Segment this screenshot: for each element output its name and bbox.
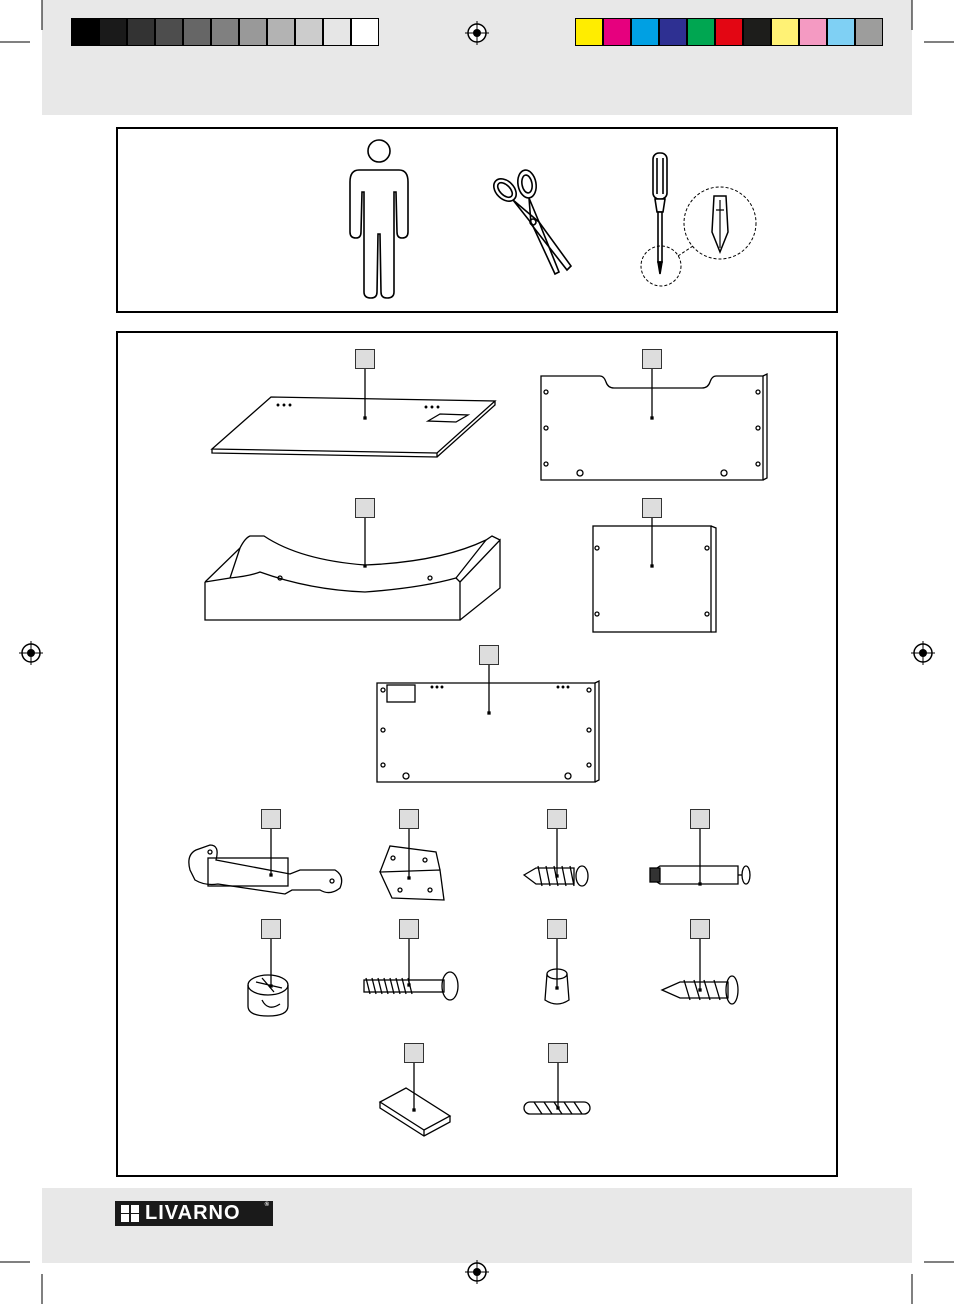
color-swatch [631,18,659,46]
long-screw-part [662,939,738,1004]
color-swatch [267,18,295,46]
top-board-part [212,369,495,457]
color-swatch [71,18,99,46]
wooden-dowel-part [524,1063,590,1114]
color-swatch [687,18,715,46]
color-swatch [127,18,155,46]
color-swatch [323,18,351,46]
short-screw-part [524,829,588,886]
sleeve-nut-part [545,939,569,1004]
color-swatch [211,18,239,46]
color-swatch [715,18,743,46]
color-swatch [575,18,603,46]
color-swatch [239,18,267,46]
front-panel-part [377,665,599,782]
color-swatch [183,18,211,46]
color-swatch [827,18,855,46]
cam-lock-part [248,939,288,1016]
color-swatch [603,18,631,46]
color-swatch [99,18,127,46]
color-swatch [771,18,799,46]
connector-bolt-part [650,829,750,885]
angle-bracket-part [380,829,444,900]
brand-logo [115,1201,273,1226]
back-panel-part [541,369,767,480]
color-swatch [799,18,827,46]
color-swatch [351,18,379,46]
drawer-tray-part [205,518,500,620]
color-swatch [659,18,687,46]
color-swatch [155,18,183,46]
wood-block-part [380,1063,450,1136]
registered-mark: ® [264,1202,270,1208]
color-swatch [295,18,323,46]
side-panel-part [593,518,716,632]
logo-cross-icon [121,1205,139,1222]
brand-name: LIVARNO [145,1202,241,1224]
long-bolt-part [364,939,458,1000]
color-swatch [743,18,771,46]
color-swatch [855,18,883,46]
lid-stay-part [189,829,342,894]
